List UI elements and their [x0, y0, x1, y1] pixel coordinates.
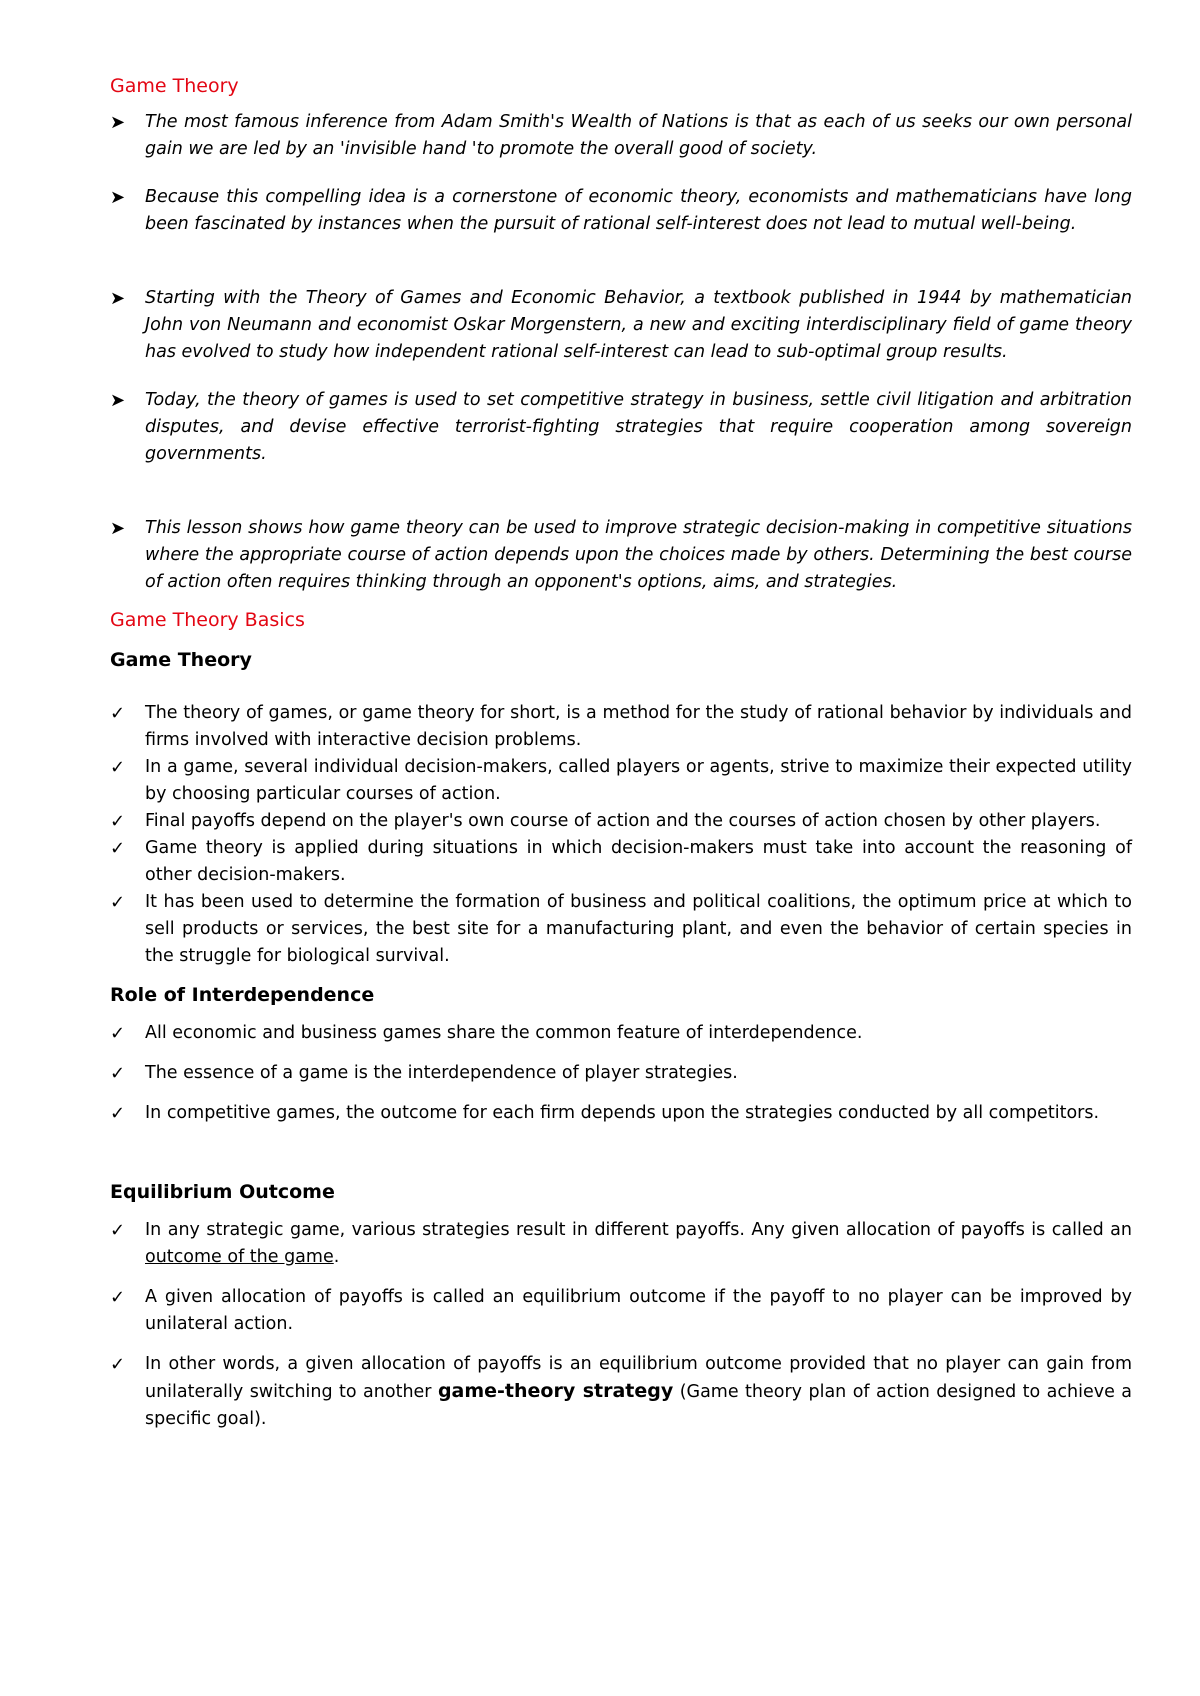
equilibrium-check-list [110, 1217, 1132, 1433]
list-item [110, 1020, 1132, 1047]
list-item-text [145, 1354, 1132, 1429]
game-theory-check-list [110, 700, 1132, 970]
arrow-bullet-icon: ➤ [110, 518, 126, 539]
game-theory-strategy-term: game-theory strategy [437, 1380, 674, 1402]
list-item [110, 808, 1132, 835]
checkmark-bullet-icon: ✓ [110, 1063, 126, 1084]
list-item-text: All economic and business games share the common feature of interdependence. [145, 1023, 863, 1043]
arrow-bullet-icon: ➤ [110, 288, 126, 309]
checkmark-bullet-icon: ✓ [110, 1220, 126, 1241]
list-item-text: Starting with the Theory of Games and Economic Behavior, a textbook published in 1944 by mathematician John von Neumann and economist Oskar Morgenstern, a new and exciting interdisciplinary field of game theory has evolved to study how independent rational self-interest can lead to sub-optimal group results. [145, 288, 1132, 362]
list-item [110, 515, 1132, 596]
subheading-game-theory: Game Theory [110, 649, 252, 671]
intro-bullet-list [110, 109, 1132, 596]
list-item [110, 184, 1132, 238]
checkmark-bullet-icon: ✓ [110, 838, 126, 859]
section-title-game-theory: Game Theory [110, 75, 239, 97]
subheading-role-of-interdependence: Role of Interdependence [110, 984, 375, 1006]
list-item [110, 1060, 1132, 1087]
checkmark-bullet-icon: ✓ [110, 1354, 126, 1375]
equilibrium-item-1-text: In any strategic game, various strategies result in different payoffs. Any given allocation of payoffs is called an [145, 1220, 1132, 1240]
list-item [110, 700, 1132, 754]
list-item-text: Because this compelling idea is a cornerstone of economic theory, economists and mathematicians have long been fascinated by instances when the pursuit of rational self-interest does not lead to mutual well-being. [145, 187, 1132, 234]
list-item-text [145, 1220, 1132, 1267]
equilibrium-item-3-end: (Game theory plan of action designed to achieve a specific goal). [145, 1382, 1132, 1429]
list-item-text: The most famous inference from Adam Smith's Wealth of Nations is that as each of us seeks our own personal gain we are led by an 'invisible hand 'to promote the overall good of society. [145, 112, 1132, 159]
list-item-text: This lesson shows how game theory can be used to improve strategic decision-making in competitive situations where the appropriate course of action depends upon the choices made by others. Determining the best course of action often requires thinking through an opponent's options, aims, and strategies. [145, 518, 1132, 592]
checkmark-bullet-icon: ✓ [110, 757, 126, 778]
arrow-bullet-icon: ➤ [110, 390, 126, 411]
list-item-text: A given allocation of payoffs is called an equilibrium outcome if the payoff to no player can be improved by unilateral action. [145, 1287, 1132, 1334]
list-item-text: Today, the theory of games is used to set competitive strategy in business, settle civil litigation and arbitration disputes, and devise effective terrorist-fighting strategies that require cooperation among sovereign governments. [145, 390, 1132, 464]
arrow-bullet-icon: ➤ [110, 112, 126, 133]
list-item-text: The theory of games, or game theory for short, is a method for the study of rational behavior by individuals and firms involved with interactive decision problems. [145, 703, 1132, 750]
list-item [110, 835, 1132, 889]
subheading-equilibrium-outcome: Equilibrium Outcome [110, 1181, 335, 1203]
section-title-game-theory-basics: Game Theory Basics [110, 609, 305, 631]
checkmark-bullet-icon: ✓ [110, 892, 126, 913]
list-item-text: It has been used to determine the formation of business and political coalitions, the optimum price at which to sell products or services, the best site for a manufacturing plant, and even the behavior of certain species in the struggle for biological survival. [145, 892, 1132, 966]
list-item [110, 109, 1132, 163]
list-item-text: Game theory is applied during situations in which decision-makers must take into account the reasoning of other decision-makers. [145, 838, 1132, 885]
checkmark-bullet-icon: ✓ [110, 811, 126, 832]
checkmark-bullet-icon: ✓ [110, 1023, 126, 1044]
equilibrium-item-1-end: . [333, 1247, 340, 1267]
list-item [110, 1100, 1132, 1127]
outcome-of-the-game-term: outcome of the game [145, 1247, 334, 1267]
list-item [110, 285, 1132, 366]
list-item-text: In a game, several individual decision-makers, called players or agents, strive to maximize their expected utility by choosing particular courses of action. [145, 757, 1132, 804]
list-item [110, 889, 1132, 970]
list-item-text: Final payoffs depend on the player's own course of action and the courses of action chosen by other players. [145, 811, 1101, 831]
list-item [110, 387, 1132, 468]
checkmark-bullet-icon: ✓ [110, 1103, 126, 1124]
list-item [110, 1351, 1132, 1433]
checkmark-bullet-icon: ✓ [110, 703, 126, 724]
checkmark-bullet-icon: ✓ [110, 1287, 126, 1308]
equilibrium-item-3-text: In other words, a given allocation of payoffs is an equilibrium outcome provided that no player can gain from unilaterally switching to another [145, 1354, 1132, 1402]
list-item [110, 754, 1132, 808]
document-content [110, 74, 1132, 1433]
list-item-text: In competitive games, the outcome for each firm depends upon the strategies conducted by all competitors. [145, 1103, 1100, 1123]
interdependence-check-list [110, 1020, 1132, 1127]
list-item [110, 1284, 1132, 1338]
list-item [110, 1217, 1132, 1271]
arrow-bullet-icon: ➤ [110, 187, 126, 208]
list-item-text: The essence of a game is the interdependence of player strategies. [145, 1063, 738, 1083]
